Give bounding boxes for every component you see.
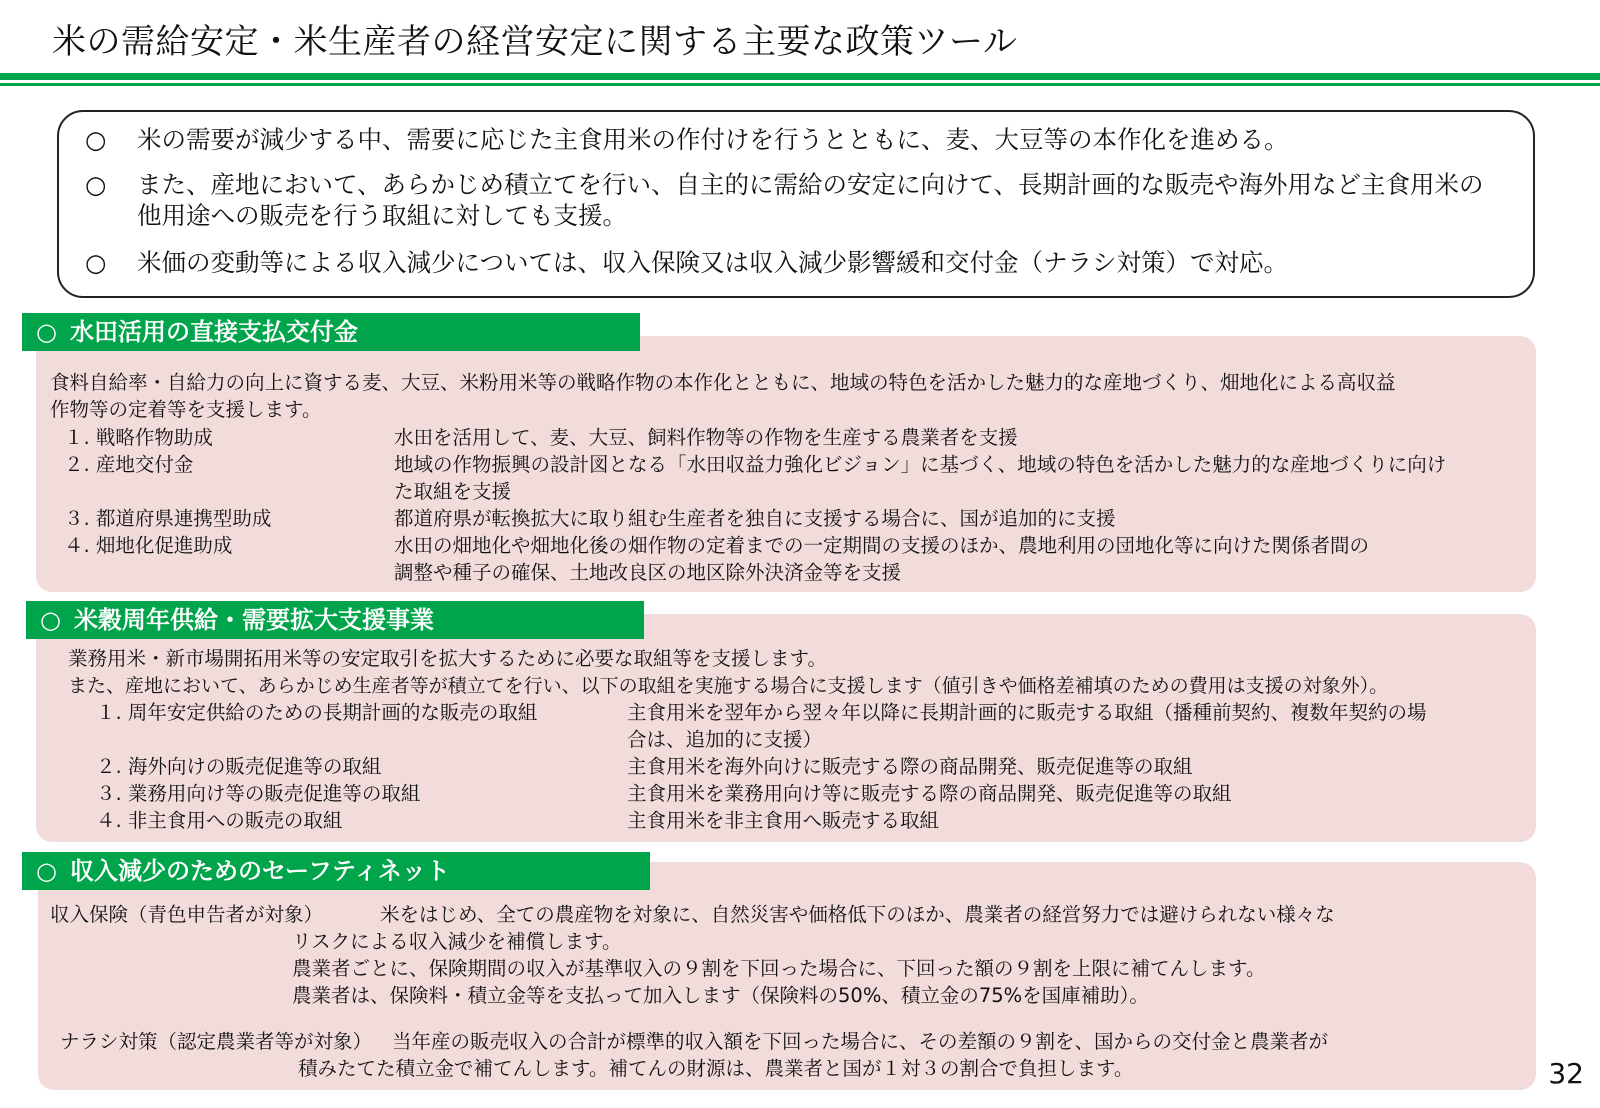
item-desc: 調整や種子の確保、土地改良区の地区除外決済金等を支援: [394, 561, 902, 584]
circle-bullet-icon: ○: [85, 248, 107, 277]
item-desc: た取組を支援: [394, 480, 512, 503]
narashi-label: ナラシ対策（認定農業者等が対象）: [60, 1030, 373, 1053]
item-label: ２. 産地交付金: [64, 453, 194, 476]
item-desc: 主食用米を海外向けに販売する際の商品開発、販売促進等の取組: [627, 755, 1193, 778]
section-header: [26, 601, 644, 639]
item-label: ４. 非主食用への販売の取組: [96, 809, 343, 832]
summary-text: 米価の変動等による収入減少については、収入保険又は収入減少影響緩和交付金（ナラシ対策）で対応。: [137, 248, 1289, 277]
title-underline: [0, 73, 1600, 80]
item-desc: 都道府県が転換拡大に取り組む生産者を独自に支援する場合に、国が追加的に支援: [394, 507, 1116, 530]
section-title: 米穀周年供給・需要拡大支援事業: [74, 606, 434, 634]
insurance-text: 農業者は、保険料・積立金等を支払って加入します（保険料の50%、積立金の75%を国庫補助）。: [292, 984, 1149, 1007]
summary-box: [57, 110, 1535, 298]
summary-text: 米の需要が減少する中、需要に応じた主食用米の作付けを行うとともに、麦、大豆等の本作化を進める。: [137, 125, 1289, 154]
item-desc: 主食用米を非主食用へ販売する取組: [627, 809, 940, 832]
circle-bullet-icon: ○: [40, 606, 61, 634]
item-label: １. 戦略作物助成: [64, 426, 213, 449]
item-desc: 主食用米を翌年から翌々年以降に長期計画的に販売する取組（播種前契約、複数年契約の場: [627, 701, 1427, 724]
circle-bullet-icon: ○: [85, 170, 107, 199]
section-intro: 業務用米・新市場開拓用米等の安定取引を拡大するために必要な取組等を支援します。: [68, 647, 827, 670]
section-header: [22, 852, 650, 890]
narashi-text: 積みたてた積立金で補てんします。補てんの財源は、農業者と国が１対３の割合で負担します。: [298, 1057, 1134, 1080]
page-number: 32: [1548, 1057, 1584, 1090]
section-intro: 作物等の定着等を支援します。: [50, 398, 322, 421]
title-underline-thin: [0, 83, 1600, 86]
item-desc: 主食用米を業務用向け等に販売する際の商品開発、販売促進等の取組: [627, 782, 1232, 805]
insurance-text: リスクによる収入減少を補償します。: [292, 930, 622, 953]
item-desc: 水田を活用して、麦、大豆、飼料作物等の作物を生産する農業者を支援: [394, 426, 1018, 449]
item-label: ４. 畑地化促進助成: [64, 534, 233, 557]
section-intro: 食料自給率・自給力の向上に資する麦、大豆、米粉用米等の戦略作物の本作化とともに、地域の特色を活かした魅力的な産地づくり、畑地化による高収益: [50, 371, 1396, 394]
circle-bullet-icon: ○: [85, 125, 107, 154]
insurance-text: 農業者ごとに、保険期間の収入が基準収入の９割を下回った場合に、下回った額の９割を上限に補てんします。: [292, 957, 1266, 980]
item-desc: 地域の作物振興の設計図となる「水田収益力強化ビジョン」に基づく、地域の特色を活かした魅力的な産地づくりに向け: [394, 453, 1447, 476]
section-header: [22, 313, 640, 351]
item-label: ３. 業務用向け等の販売促進等の取組: [96, 782, 421, 805]
section-intro: また、産地において、あらかじめ生産者等が積立てを行い、以下の取組を実施する場合に支援します（値引きや価格差補填のための費用は支援の対象外）。: [68, 675, 1389, 697]
item-label: ２. 海外向けの販売促進等の取組: [96, 755, 382, 778]
narashi-text: 当年産の販売収入の合計が標準的収入額を下回った場合に、その差額の９割を、国からの交付金と農業者が: [392, 1030, 1329, 1053]
item-desc: 水田の畑地化や畑地化後の畑作物の定着までの一定期間の支援のほか、農地利用の団地化等に向けた関係者間の: [394, 534, 1370, 557]
summary-text: また、産地において、あらかじめ積立てを行い、自主的に需給の安定に向けて、長期計画的な販売や海外用など主食用米の他用途への販売を行う取組に対しても支援。: [137, 170, 1484, 230]
insurance-label: 収入保険（青色申告者が対象）: [50, 903, 324, 926]
section-title: 水田活用の直接支払交付金: [70, 318, 358, 346]
page-title: 米の需給安定・米生産者の経営安定に関する主要な政策ツール: [52, 22, 1018, 62]
circle-bullet-icon: ○: [36, 857, 57, 885]
item-desc: 合は、追加的に支援）: [627, 728, 823, 751]
item-label: ３. 都道府県連携型助成: [64, 507, 272, 530]
section-title: 収入減少のためのセーフティネット: [70, 857, 450, 885]
item-label: １. 周年安定供給のための長期計画的な販売の取組: [96, 701, 538, 724]
insurance-text: 米をはじめ、全ての農産物を対象に、自然災害や価格低下のほか、農業者の経営努力では避けられない様々な: [380, 903, 1335, 926]
circle-bullet-icon: ○: [36, 318, 57, 346]
